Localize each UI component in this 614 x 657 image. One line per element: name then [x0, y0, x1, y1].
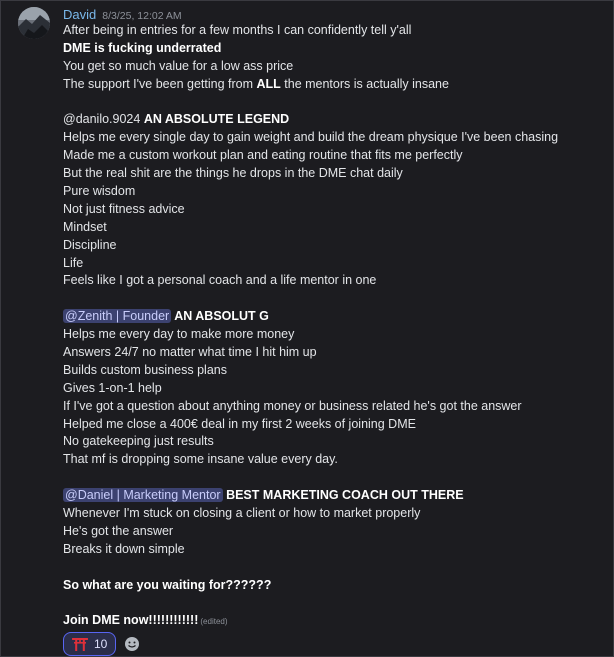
message-line [63, 111, 603, 129]
message-line: Life [63, 255, 84, 270]
blank-line [63, 290, 603, 308]
message-line [63, 308, 603, 326]
message-line: He's got the answer [63, 523, 174, 538]
bold-text: Join DME now!!!!!!!!!!!! [63, 613, 199, 628]
message-line: After being in entries for a few months I can confidently tell y'all [63, 23, 412, 37]
message-line: Discipline [63, 237, 117, 252]
reactions-bar [63, 632, 142, 656]
message-line: Whenever I'm stuck on closing a client or how to market properly [63, 506, 421, 521]
message-header [63, 7, 182, 23]
author-name[interactable]: David [63, 7, 97, 22]
message-line: You get so much value for a low ass price [63, 58, 294, 73]
bold-text: ALL [256, 76, 281, 91]
message-line: Helped me close a 400€ deal in my first 2 weeks of joining DME [63, 416, 416, 431]
message-line [63, 612, 603, 630]
mention-zenith-founder[interactable]: @Zenith | Founder [65, 309, 170, 324]
message-line [63, 487, 603, 505]
mention-daniel-marketing-mentor[interactable]: @Daniel | Marketing Mentor [65, 488, 221, 503]
torii-gate-icon [72, 637, 88, 651]
text-span: the mentors is actually insane [280, 76, 449, 91]
bold-text: AN ABSOLUT G [171, 309, 269, 324]
bold-text: BEST MARKETING COACH OUT THERE [222, 488, 464, 503]
message-line: Pure wisdom [63, 184, 136, 199]
avatar[interactable] [18, 7, 50, 39]
blank-line [63, 595, 603, 613]
message-content [63, 22, 603, 630]
message-line: Helps me every day to make more money [63, 327, 295, 342]
message-line: Builds custom business plans [63, 362, 227, 377]
blank-line [63, 469, 603, 487]
message-line [63, 577, 603, 595]
message-line: That mf is dropping some insane value every day. [63, 452, 338, 467]
edited-label: (edited) [200, 617, 228, 627]
blank-line [63, 559, 603, 577]
message-line: Mindset [63, 219, 107, 234]
message-line: Feels like I got a personal coach and a life mentor in one [63, 273, 377, 288]
message-line [63, 40, 603, 58]
message-line: Not just fitness advice [63, 201, 185, 216]
bold-text: So what are you waiting for?????? [63, 577, 272, 592]
message-line: If I've got a question about anything money or business related he's got the answer [63, 398, 522, 413]
reaction-count: 10 [94, 637, 108, 651]
plain-mention-text: @danilo.9024 [63, 112, 144, 127]
message-line: Helps me every single day to gain weight and build the dream physique I've been chasing [63, 130, 559, 145]
reaction-torii-gate[interactable] [63, 632, 116, 656]
message-line: Answers 24/7 no matter what time I hit him up [63, 345, 317, 360]
message-line [63, 76, 603, 94]
message-line: Breaks it down simple [63, 541, 185, 556]
message-line: No gatekeeping just results [63, 434, 214, 449]
add-reaction-button[interactable] [122, 634, 142, 654]
message-line: But the real shit are the things he drops in the DME chat daily [63, 166, 403, 181]
blank-line [63, 94, 603, 112]
message-timestamp[interactable]: 8/3/25, 12:02 AM [102, 10, 182, 22]
bold-text: AN ABSOLUTE LEGEND [143, 112, 290, 127]
bold-text: DME is fucking underrated [63, 40, 222, 55]
message-line: Made me a custom workout plan and eating routine that fits me perfectly [63, 148, 463, 163]
text-span: The support I've been getting from [63, 76, 257, 91]
smiley-add-icon [124, 636, 140, 652]
message-line: Gives 1-on-1 help [63, 380, 162, 395]
avatar-image [18, 7, 50, 39]
